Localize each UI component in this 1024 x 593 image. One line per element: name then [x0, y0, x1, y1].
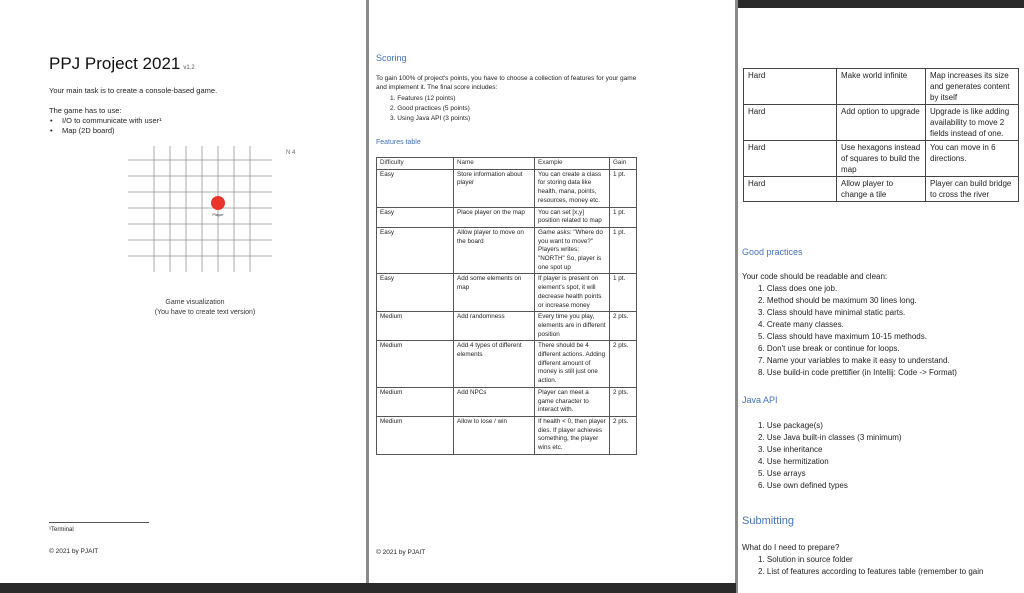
- list-item: 7. Name your variables to make it easy to understand.: [758, 356, 950, 365]
- player-label: Player: [212, 212, 224, 217]
- list-item: 1. Features (12 points): [390, 95, 456, 102]
- table-cell: Hard: [744, 141, 837, 177]
- table-cell: 1 pt.: [610, 227, 637, 274]
- copyright: © 2021 by PJAIT: [376, 549, 426, 556]
- bullet-item: • I/O to communicate with user¹: [62, 116, 162, 125]
- section-heading-java-api: Java API: [742, 395, 778, 405]
- table-cell: Map increases its size and generates content by itself: [926, 69, 1019, 105]
- side-mark: N 4: [286, 150, 296, 156]
- list-item: 5. Class should have maximum 10-15 methods.: [758, 332, 927, 341]
- table-cell: You can move in 6 directions.: [926, 141, 1019, 177]
- table-row: [744, 141, 1019, 177]
- table-cell: Medium: [377, 312, 454, 341]
- table-cell: Hard: [744, 105, 837, 141]
- features-table-continued: [743, 68, 1019, 202]
- page-title: PPJ Project 2021 v1.2: [49, 54, 195, 73]
- table-header-row: [377, 158, 637, 170]
- player-marker: [211, 196, 225, 210]
- table-cell: Medium: [377, 387, 454, 416]
- list-item: 1. Class does one job.: [758, 284, 838, 293]
- column-header: Name: [454, 158, 535, 170]
- table-row: [377, 341, 637, 388]
- list-item: 6. Don't use break or continue for loops.: [758, 344, 900, 353]
- table-cell: Upgrade is like adding availability to move 2 fields instead of one.: [926, 105, 1019, 141]
- table-cell: Every time you play, elements are in different position: [535, 312, 610, 341]
- table-cell: 2 pts.: [610, 416, 637, 454]
- footnote-divider: [49, 522, 149, 523]
- viewer-top-bar: [738, 0, 1024, 8]
- table-cell: 2 pts.: [610, 387, 637, 416]
- table-row: [377, 416, 637, 454]
- list-item: 4. Use hermitization: [758, 457, 829, 466]
- table-cell: Make world infinite: [837, 69, 926, 105]
- section-heading-submitting: Submitting: [742, 515, 794, 527]
- table-row: [377, 387, 637, 416]
- table-cell: 2 pts.: [610, 312, 637, 341]
- list-item: 3. Class should have minimal static parts.: [758, 308, 906, 317]
- table-cell: Add NPCs: [454, 387, 535, 416]
- submitting-question: What do I need to prepare?: [742, 543, 840, 552]
- table-cell: Easy: [377, 169, 454, 207]
- table-cell: Allow player to change a tile: [837, 177, 926, 202]
- figure-caption: Game visualization: [165, 299, 225, 306]
- table-cell: Add option to upgrade: [837, 105, 926, 141]
- table-cell: Medium: [377, 341, 454, 388]
- table-cell: Place player on the map: [454, 207, 535, 227]
- copyright: © 2021 by PJAIT: [49, 548, 99, 555]
- bullet-item: • Map (2D board): [62, 126, 115, 135]
- viewer-bottom-bar: [0, 583, 736, 593]
- table-cell: Allow player to move on the board: [454, 227, 535, 274]
- list-item: 2. Use Java built-in classes (3 minimum): [758, 433, 902, 442]
- list-item: 2. Good practices (5 points): [390, 105, 470, 112]
- table-cell: 1 pt.: [610, 207, 637, 227]
- column-header: Example: [535, 158, 610, 170]
- good-practices-intro: Your code should be readable and clean:: [742, 272, 888, 281]
- table-cell: If health < 0, then player dies. If player achieves something, the player wins etc.: [535, 416, 610, 454]
- column-header: Gain: [610, 158, 637, 170]
- scoring-intro: and implement it. The final score includes:: [376, 84, 498, 91]
- list-item: 6. Use own defined types: [758, 481, 848, 490]
- table-cell: Easy: [377, 227, 454, 274]
- table-cell: Easy: [377, 207, 454, 227]
- table-cell: Medium: [377, 416, 454, 454]
- features-table-heading: Features table: [376, 139, 421, 146]
- table-cell: Hard: [744, 69, 837, 105]
- table-cell: You can create a class for storing data like health, mana, points, resources, money etc.: [535, 169, 610, 207]
- features-table: [376, 157, 637, 455]
- list-item: 5. Use arrays: [758, 469, 806, 478]
- table-row: [744, 177, 1019, 202]
- intro-text: Your main task is to create a console-based game.: [49, 86, 218, 95]
- table-cell: 2 pts.: [610, 341, 637, 388]
- table-cell: Hard: [744, 177, 837, 202]
- column-header: Difficulty: [377, 158, 454, 170]
- figure-caption-note: (You have to create text version): [154, 309, 256, 316]
- table-cell: There should be 4 different actions. Adding different amount of money is still just one action.: [535, 341, 610, 388]
- list-item: 4. Create many classes.: [758, 320, 844, 329]
- list-item: 3. Use inheritance: [758, 445, 823, 454]
- table-cell: You can set [x,y] position related to map: [535, 207, 610, 227]
- list-item: 2. Method should be maximum 30 lines long.: [758, 296, 917, 305]
- table-row: [744, 69, 1019, 105]
- requirements-text: The game has to use:: [49, 106, 122, 115]
- list-item: 2. List of features according to features table (remember to gain: [758, 567, 984, 576]
- list-item: 8. Use build-in code prettifier (in Intellij: Code -> Format): [758, 368, 957, 377]
- footnote: ¹Terminal: [49, 527, 74, 533]
- table-cell: Player can meet a game character to interact with.: [535, 387, 610, 416]
- section-heading-scoring: Scoring: [376, 53, 407, 63]
- game-board-grid: [128, 146, 272, 272]
- table-row: [377, 227, 637, 274]
- table-row: [377, 312, 637, 341]
- table-cell: Use hexagons instead of squares to build the map: [837, 141, 926, 177]
- table-row: [377, 169, 637, 207]
- table-cell: Add some elements on map: [454, 274, 535, 312]
- table-cell: 1 pt.: [610, 169, 637, 207]
- table-row: [744, 105, 1019, 141]
- table-cell: Add randomness: [454, 312, 535, 341]
- list-item: 3. Using Java API (3 points): [390, 115, 471, 122]
- list-item: 1. Use package(s): [758, 421, 823, 430]
- table-cell: Player can build bridge to cross the river: [926, 177, 1019, 202]
- table-cell: Add 4 types of different elements: [454, 341, 535, 388]
- table-cell: Store information about player: [454, 169, 535, 207]
- table-cell: If player is present on element's spot, it will decrease health points or increase money: [535, 274, 610, 312]
- scoring-intro: To gain 100% of project's points, you have to choose a collection of features for your game: [376, 75, 637, 82]
- table-cell: Allow to lose / win: [454, 416, 535, 454]
- board-svg: [128, 146, 272, 272]
- table-cell: Game asks: "Where do you want to move?" Players writes: "NORTH" So, player is one spot up: [535, 227, 610, 274]
- table-row: [377, 274, 637, 312]
- section-heading-good-practices: Good practices: [742, 247, 803, 257]
- table-cell: Easy: [377, 274, 454, 312]
- version-label: v1.2: [183, 65, 195, 71]
- table-cell: 1 pt.: [610, 274, 637, 312]
- list-item: 1. Solution in source folder: [758, 555, 853, 564]
- table-row: [377, 207, 637, 227]
